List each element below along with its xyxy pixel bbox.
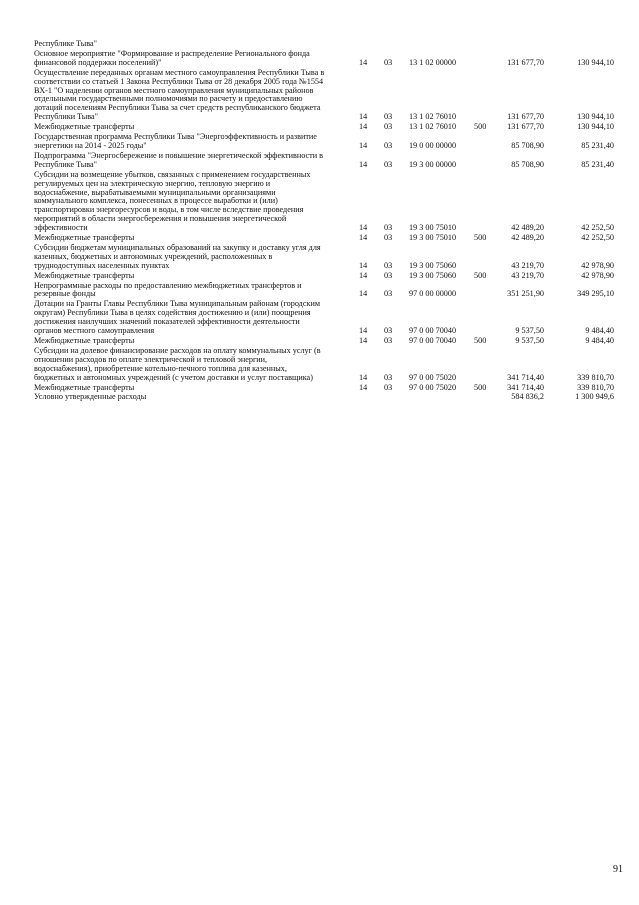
table-row [34,272,614,281]
amount-year-2: 130 944,10 [577,122,614,132]
amount-year-1: 131 677,70 [507,122,544,132]
target-article-code: 97 0 00 75020 [409,382,457,392]
table-row [34,300,614,336]
row-description: Условно утвержденные расходы [34,392,147,402]
razdel-code: 14 [359,382,368,392]
row-description: Межбюджетные трансферты [34,233,135,243]
row-description: Дотации на Гранты Главы Республики Тыва муниципальным районам (городским округам) Республики Тыва в целях содействия достижению и (или) поощрения достижения наилучших значений показателей эффективности деятельности органов местного самоуправления [34,299,321,336]
amount-year-1: 9 537,50 [515,336,544,345]
razdel-code: 14 [359,112,368,122]
razdel-code: 14 [359,233,368,243]
podrazdel-code: 03 [384,57,393,67]
expense-type-code: 500 [474,382,487,392]
amount-year-2: 85 231,40 [581,159,614,169]
podrazdel-code: 03 [384,336,393,345]
amount-year-1: 43 219,70 [511,260,544,270]
amount-year-2: 9 484,40 [585,326,614,336]
target-article-code: 19 3 00 75060 [409,260,457,270]
page-number: 91 [613,864,623,875]
table-row [34,152,614,170]
amount-year-2: 42 252,50 [581,223,614,233]
table-row [34,244,614,271]
table-row [34,337,614,346]
amount-year-2: 9 484,40 [585,336,614,345]
amount-year-1: 584 836,2 [511,392,544,402]
table-row [34,171,614,233]
expense-type-code: 500 [474,122,487,132]
table-row [34,123,614,132]
razdel-code: 14 [359,372,368,382]
podrazdel-code: 03 [384,372,393,382]
expense-type-code: 500 [474,270,487,280]
amount-year-1: 341 714,40 [507,372,544,382]
amount-year-2: 42 252,50 [581,233,614,243]
amount-year-2: 130 944,10 [577,112,614,122]
row-description: Подпрограмма "Энергосбережение и повышение энергетической эффективности в Республике Тыва" [34,150,324,169]
podrazdel-code: 03 [384,223,393,233]
podrazdel-code: 03 [384,382,393,392]
amount-year-2: 85 231,40 [581,140,614,150]
target-article-code: 97 0 00 70040 [409,326,457,336]
amount-year-1: 43 219,70 [511,270,544,280]
target-article-code: 97 0 00 75020 [409,372,457,382]
row-description: Субсидии на долевое финансирование расходов на оплату коммунальных услуг (в отношении расходов по оплате электрической и тепловой энергии, водоснабжения), приобретение котельно-печного топлива для казенных, бюджетных и автономных учреждений (с учетом доставки и услуг поставщика) [34,345,321,382]
table-row [34,393,614,402]
table-row [34,133,614,151]
table-row [34,50,614,68]
target-article-code: 19 0 00 00000 [409,140,457,150]
table-row [34,234,614,243]
amount-year-2: 42 978,90 [581,260,614,270]
amount-year-2: 339 810,70 [577,382,614,392]
target-article-code: 19 3 00 75010 [409,223,457,233]
row-description: Субсидии на возмещение убытков, связанных с применением государственных регулируемых цен на электрическую энергию, тепловую энергию и водоснабжение, вырабатываемыми муниципальными организациями коммунального комплекса, понесенных в процессе выработки и (или) транспортировки энергоресурсов и воды, в том числе вследствие проведения мероприятий в области энергосбережения и повышения энергетической эффективности [34,169,311,233]
podrazdel-code: 03 [384,289,393,299]
razdel-code: 14 [359,122,368,132]
row-description: Межбюджетные трансферты [34,270,135,280]
row-description: Межбюджетные трансферты [34,382,135,392]
expense-type-code: 500 [474,336,487,345]
amount-year-2: 339 810,70 [577,372,614,382]
podrazdel-code: 03 [384,159,393,169]
row-description: Субсидии бюджетам муниципальных образований на закупку и доставку угля для казенных, бюджетных и автономных учреждений, расположенных в труднодоступных населенных пунктах [34,242,321,270]
expense-type-code: 500 [474,233,487,243]
amount-year-1: 9 537,50 [515,326,544,336]
razdel-code: 14 [359,270,368,280]
target-article-code: 13 1 02 76010 [409,112,457,122]
razdel-code: 14 [359,223,368,233]
amount-year-2: 349 295,10 [577,289,614,299]
razdel-code: 14 [359,140,368,150]
table-row [34,347,614,383]
razdel-code: 14 [359,260,368,270]
podrazdel-code: 03 [384,112,393,122]
target-article-code: 13 1 02 76010 [409,122,457,132]
amount-year-1: 131 677,70 [507,57,544,67]
podrazdel-code: 03 [384,260,393,270]
row-description: Государственная программа Республики Тыва "Энергоэффективность и развитие энергетики на 2014 - 2025 годы" [34,132,317,150]
podrazdel-code: 03 [384,122,393,132]
table-row [34,384,614,393]
table-row [34,282,614,300]
podrazdel-code: 03 [384,233,393,243]
row-description: Непрограммные расходы по предоставлению межбюджетных трансфертов и резервные фонды [34,280,302,299]
budget-table [34,40,614,403]
amount-year-1: 42 489,20 [511,233,544,243]
podrazdel-code: 03 [384,270,393,280]
amount-year-2: 1 300 949,6 [575,392,614,402]
target-article-code: 19 3 00 75060 [409,270,457,280]
podrazdel-code: 03 [384,326,393,336]
razdel-code: 14 [359,336,368,345]
table-row [34,40,614,49]
row-description: Основное мероприятие "Формирование и распределение Регионального фонда финансовой поддержки поселений)" [34,48,310,67]
target-article-code: 97 0 00 00000 [409,289,457,299]
amount-year-2: 42 978,90 [581,270,614,280]
table-row [34,69,614,122]
amount-year-1: 85 708,90 [511,159,544,169]
target-article-code: 19 3 00 75010 [409,233,457,243]
row-description: Межбюджетные трансферты [34,122,135,132]
target-article-code: 97 0 00 70040 [409,336,457,345]
amount-year-2: 130 944,10 [577,57,614,67]
amount-year-1: 131 677,70 [507,112,544,122]
amount-year-1: 351 251,90 [507,289,544,299]
amount-year-1: 42 489,20 [511,223,544,233]
amount-year-1: 341 714,40 [507,382,544,392]
target-article-code: 19 3 00 00000 [409,159,457,169]
amount-year-1: 85 708,90 [511,140,544,150]
row-description: Республике Тыва" [34,39,97,48]
razdel-code: 14 [359,57,368,67]
razdel-code: 14 [359,326,368,336]
target-article-code: 13 1 02 00000 [409,57,457,67]
row-description: Межбюджетные трансферты [34,336,135,345]
row-description: Осуществление переданных органам местного самоуправления Республики Тыва в соответствии со статьей 1 Закона Республики Тыва от 28 декабря 2005 года №1554 ВХ-1 "О наделении органов местного самоуправления муниципальных районов отдельными государственными полномочиями по расчету и предоставлению дотаций поселениям Республики Тыва за счет средств республиканского бюджета Республики Тыва" [34,67,325,122]
razdel-code: 14 [359,159,368,169]
razdel-code: 14 [359,289,368,299]
podrazdel-code: 03 [384,140,393,150]
